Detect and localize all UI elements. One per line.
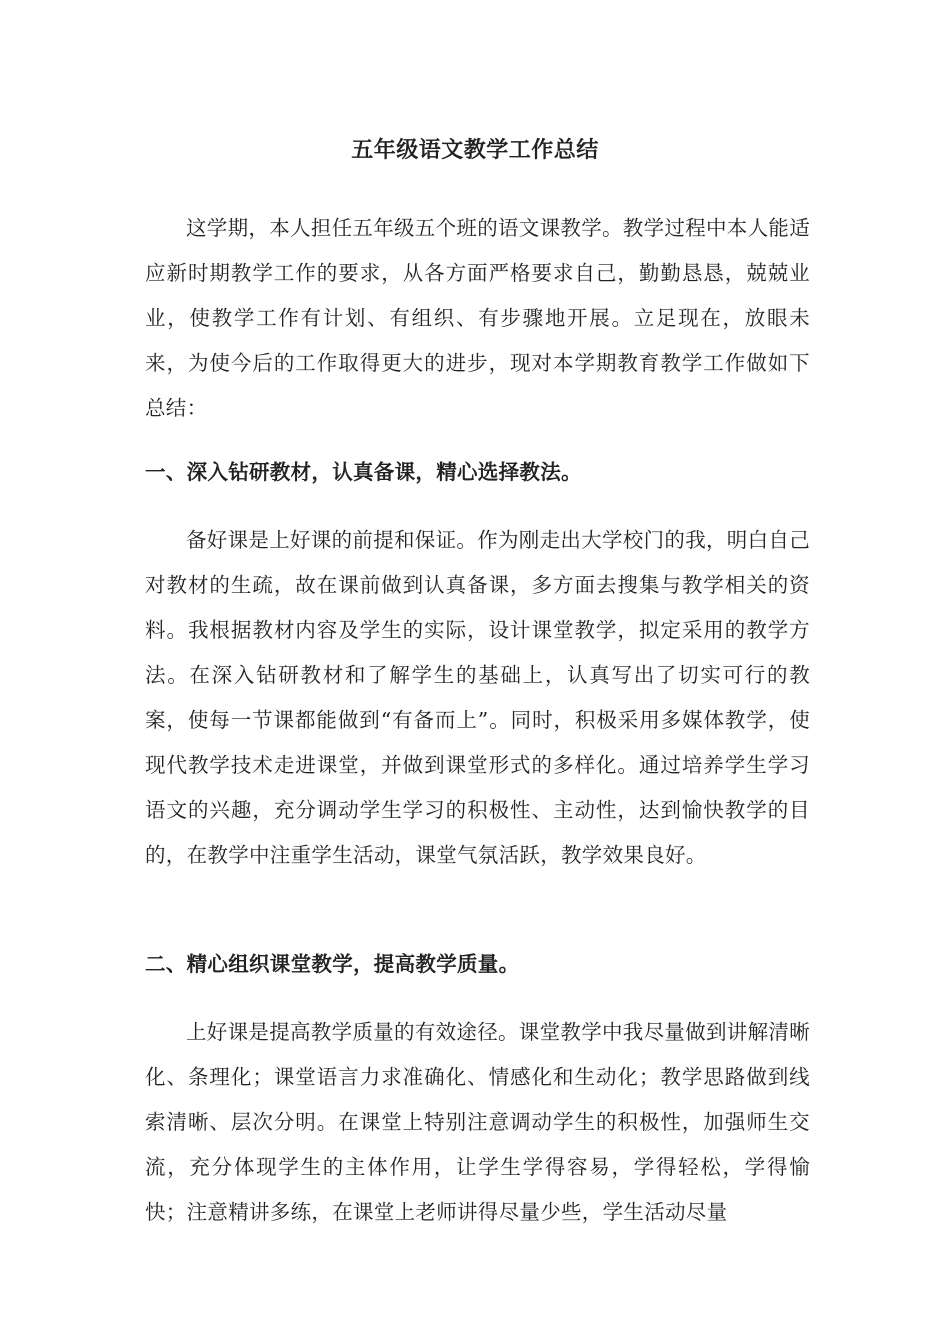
section-heading-2: 二、精心组织课堂教学，提高教学质量。	[145, 952, 520, 976]
section-heading-1: 一、深入钻研教材，认真备课，精心选择教法。	[145, 460, 582, 484]
section-body-2: 上好课是提高教学质量的有效途径。课堂教学中我尽量做到讲解清晰化、条理化；课堂语言力求准确化、情感化和生动化；教学思路做到线索清晰、层次分明。在课堂上特别注意调动学生的积极性，加强师生交流，充分体现学生的主体作用，让学生学得容易，学得轻松，学得愉快；注意精讲多练，在课堂上老师讲得尽量少些，学生活动尽量	[145, 1020, 810, 1224]
section-body-1: 备好课是上好课的前提和保证。作为刚走出大学校门的我，明白自己对教材的生疏，故在课前做到认真备课，多方面去搜集与教学相关的资料。我根据教材内容及学生的实际，设计课堂教学，拟定采用的教学方法。在深入钻研教材和了解学生的基础上，认真写出了切实可行的教案，使每一节课都能做到“有备而上”。同时，积极采用多媒体教学，使现代教学技术走进课堂，并做到课堂形式的多样化。通过培养学生学习语文的兴趣，充分调动学生学习的积极性、主动性，达到愉快教学的目的，在教学中注重学生活动，课堂气氛活跃，教学效果良好。	[145, 528, 810, 867]
intro-paragraph: 这学期，本人担任五年级五个班的语文课教学。教学过程中本人能适应新时期教学工作的要求，从各方面严格要求自己，勤勤恳恳，兢兢业业，使教学工作有计划、有组织、有步骤地开展。立足现在，放眼未来，为使今后的工作取得更大的进步，现对本学期教育教学工作做如下总结：	[145, 216, 810, 420]
page-title: 五年级语文教学工作总结	[351, 137, 599, 163]
